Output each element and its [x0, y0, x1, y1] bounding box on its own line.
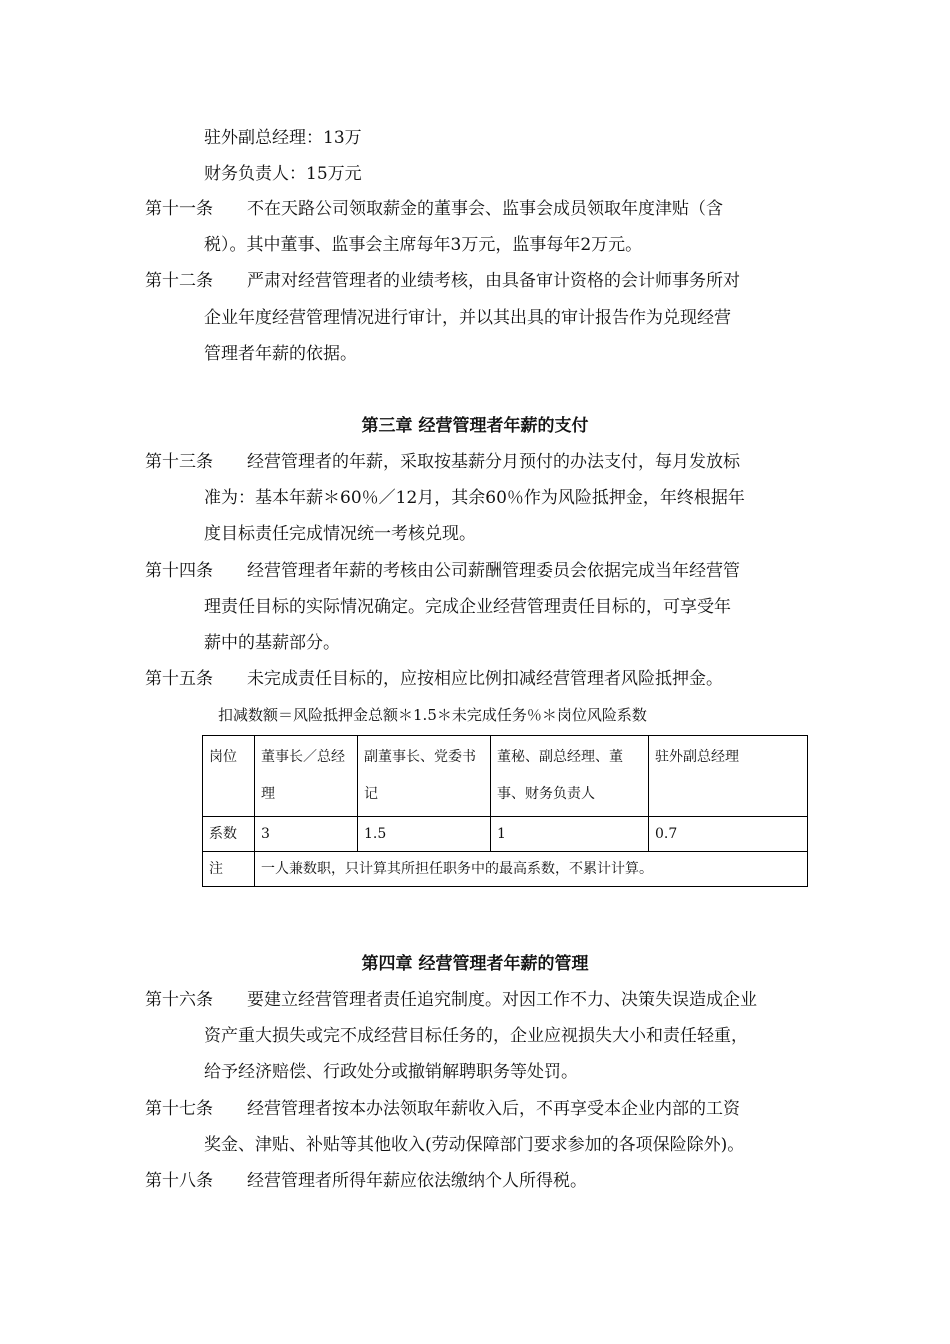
article-12-text-line3: 管理者年薪的依据。: [204, 344, 357, 364]
table-cell: 3: [255, 817, 358, 852]
article-13-text-line1: 经营管理者的年薪，采取按基薪分月预付的办法支付，每月发放标: [247, 452, 740, 472]
chapter-3-heading: 第三章 经营管理者年薪的支付: [361, 416, 589, 436]
chapter-4-heading: 第四章 经营管理者年薪的管理: [361, 954, 589, 974]
article-12-number: 第十二条: [145, 271, 213, 291]
article-16-text-line2: 资产重大损失或完不成经营目标任务的，企业应视损失大小和责任轻重，: [204, 1026, 748, 1046]
table-cell: 1.5: [358, 817, 491, 852]
table-header-cell: 岗位: [203, 736, 255, 817]
article-18-number: 第十八条: [145, 1171, 213, 1191]
table-row-label: 注: [203, 852, 255, 887]
article-15-number: 第十五条: [145, 669, 213, 689]
table-header-cell: 董秘、副总经理、董事、财务负责人: [491, 736, 649, 817]
salary-line-finance-head: 财务负责人：15万元: [204, 164, 362, 184]
table-cell: 1: [491, 817, 649, 852]
table-row-label: 系数: [203, 817, 255, 852]
article-13-text-line3: 度目标责任完成情况统一考核兑现。: [204, 524, 476, 544]
article-12-text-line2: 企业年度经营管理情况进行审计，并以其出具的审计报告作为兑现经营: [204, 308, 731, 328]
article-14-text-line1: 经营管理者年薪的考核由公司薪酬管理委员会依据完成当年经营管: [247, 561, 740, 581]
table-note-cell: 一人兼数职，只计算其所担任职务中的最高系数，不累计计算。: [255, 852, 808, 887]
article-17-number: 第十七条: [145, 1099, 213, 1119]
salary-line-overseas-vp: 驻外副总经理：13万: [204, 128, 362, 148]
article-12-text-line1: 严肃对经营管理者的业绩考核，由具备审计资格的会计师事务所对: [247, 271, 740, 291]
table-header-cell: 驻外副总经理: [649, 736, 808, 817]
table-row: [203, 852, 808, 887]
article-13-number: 第十三条: [145, 452, 213, 472]
article-16-number: 第十六条: [145, 990, 213, 1010]
article-13-text-line2: 准为：基本年薪＊60％／12月，其余60％作为风险抵押金，年终根据年: [204, 488, 745, 508]
article-17-text-line1: 经营管理者按本办法领取年薪收入后，不再享受本企业内部的工资: [247, 1099, 740, 1119]
article-11-text-line2: 税）。其中董事、监事会主席每年3万元，监事每年2万元。: [204, 235, 643, 255]
table-row: [203, 817, 808, 852]
table-cell: 0.7: [649, 817, 808, 852]
table-header-cell: 董事长／总经理: [255, 736, 358, 817]
article-16-text-line1: 要建立经营管理者责任追究制度。对因工作不力、决策失误造成企业: [247, 990, 757, 1010]
article-15-text-line1: 未完成责任目标的，应按相应比例扣减经营管理者风险抵押金。: [247, 669, 723, 689]
article-11-text-line1: 不在天路公司领取薪金的董事会、监事会成员领取年度津贴（含: [247, 199, 723, 219]
table-header-cell: 副董事长、党委书记: [358, 736, 491, 817]
article-18-text-line1: 经营管理者所得年薪应依法缴纳个人所得税。: [247, 1171, 587, 1191]
article-11-number: 第十一条: [145, 199, 213, 219]
article-14-text-line2: 理责任目标的实际情况确定。完成企业经营管理责任目标的，可享受年: [204, 597, 731, 617]
risk-coefficient-table: [202, 735, 808, 887]
article-16-text-line3: 给予经济赔偿、行政处分或撤销解聘职务等处罚。: [204, 1062, 578, 1082]
table-row: [203, 736, 808, 817]
article-17-text-line2: 奖金、津贴、补贴等其他收入(劳动保障部门要求参加的各项保险除外)。: [204, 1135, 745, 1155]
article-14-text-line3: 薪中的基薪部分。: [204, 633, 340, 653]
deduction-formula: 扣减数额＝风险抵押金总额＊1.5＊未完成任务％＊岗位风险系数: [218, 706, 647, 724]
article-14-number: 第十四条: [145, 561, 213, 581]
